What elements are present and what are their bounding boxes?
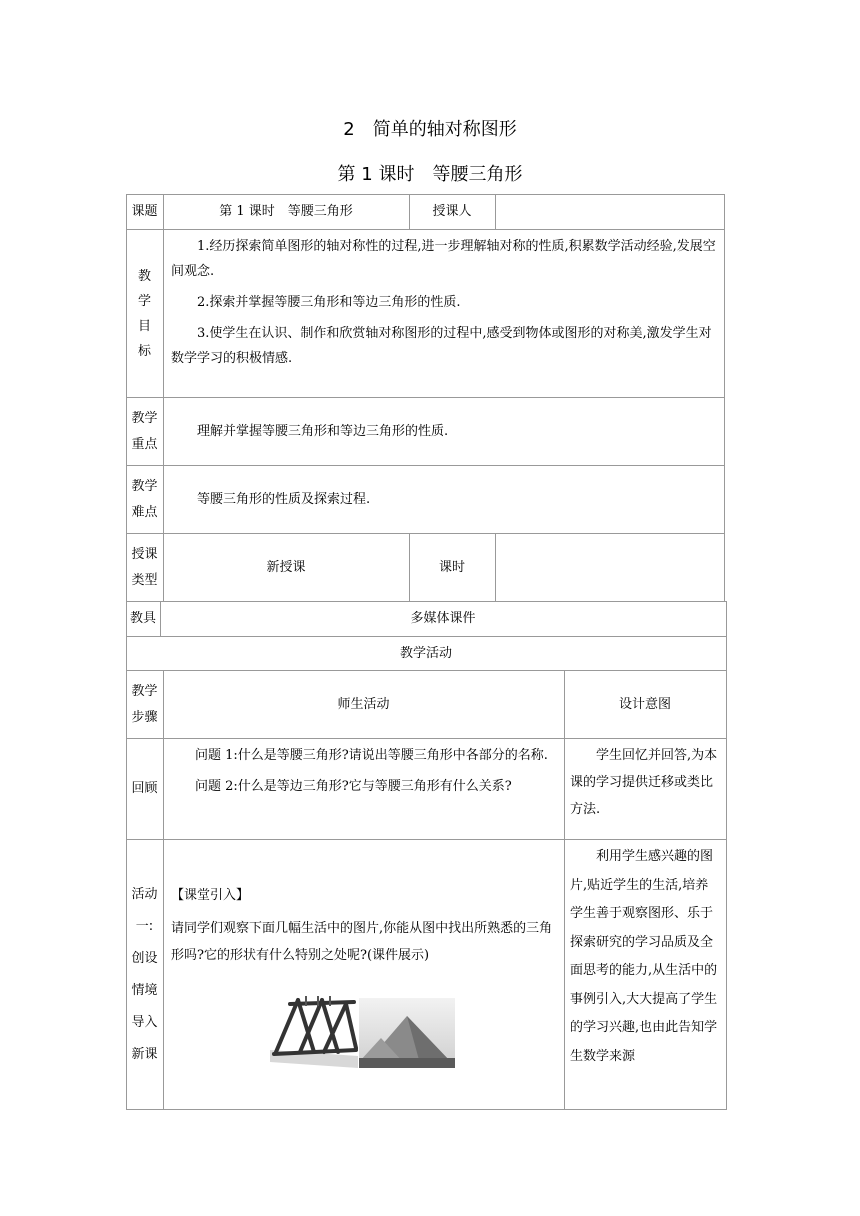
review-intent: 学生回忆并回答,为本课的学习提供迁移或类比方法. [570, 748, 718, 817]
lesson-title: 第 1 课时 等腰三角形 [337, 164, 523, 185]
steps-label: 教学 步骤 [131, 683, 158, 725]
table-line [726, 601, 727, 1110]
lesson-type-label: 授课 类型 [131, 546, 158, 588]
table-line [724, 194, 725, 602]
table-line [126, 738, 727, 739]
goals-content [163, 234, 724, 371]
hours-label: 课时 [438, 559, 465, 575]
page-heading: 2 简单的轴对称图形 [343, 119, 517, 140]
lesson-type-value: 新授课 [266, 559, 306, 575]
activity1-intent: 利用学生感兴趣的图片,贴近学生的生活,培养学生善于观察图形、乐于探索研究的学习品质及全面思考的能力,从生活中的事例引入,大大提高了学生的学习兴趣,也由此告知学生数学来源 [570, 849, 718, 1064]
pyramids-image [359, 998, 455, 1068]
teacher-value [495, 194, 724, 230]
table-line [126, 1109, 727, 1110]
activity1-label: 活动 一: 创设 情境 导入 新课 [131, 886, 158, 1062]
goals-label: 教 学 目 标 [137, 268, 151, 359]
teacher-label: 授课人 [432, 204, 472, 219]
table-line [126, 839, 727, 840]
tools-value: 多媒体课件 [410, 611, 476, 626]
review-label: 回顾 [131, 781, 158, 796]
review-question: 问题 1:什么是等腰三角形?请说出等腰三角形中各部分的名称. [195, 748, 548, 763]
intro-text: 请同学们观察下面几幅生活中的图片,你能从图中找出所熟悉的三角形吗?它的形状有什么特别之处呢?(课件展示) [171, 921, 553, 963]
key-point-value: 理解并掌握等腰三角形和等边三角形的性质. [197, 423, 449, 439]
key-point-label: 教学 重点 [131, 410, 158, 452]
goal-item: 2.探索并掌握等腰三角形和等边三角形的性质. [197, 295, 461, 310]
activity-section-title: 教学活动 [399, 645, 452, 661]
intent-header: 设计意图 [618, 696, 671, 712]
intro-title: 【课堂引入】 [171, 888, 250, 903]
review-content [163, 742, 564, 800]
difficulty-label: 教学 难点 [131, 478, 158, 520]
review-question: 问题 2:什么是等边三角形?它与等腰三角形有什么关系? [195, 779, 512, 794]
topic-label: 课题 [131, 204, 158, 219]
activity1-content [163, 882, 564, 969]
hours-value [495, 534, 724, 601]
tools-label: 教具 [129, 611, 156, 626]
difficulty-value: 等腰三角形的性质及探索过程. [197, 491, 371, 507]
goal-item: 1.经历探索简单图形的轴对称性的过程,进一步理解轴对称的性质,积累数学活动经验,发展空间观念. [171, 239, 716, 279]
topic-value: 第 1 课时 等腰三角形 [219, 204, 353, 219]
goal-item: 3.使学生在认识、制作和欣赏轴对称图形的过程中,感受到物体或图形的对称美,激发学生对数学学习的积极情感. [171, 326, 712, 366]
activities-header: 师生活动 [337, 696, 390, 712]
bridge-truss-image [270, 992, 358, 1068]
